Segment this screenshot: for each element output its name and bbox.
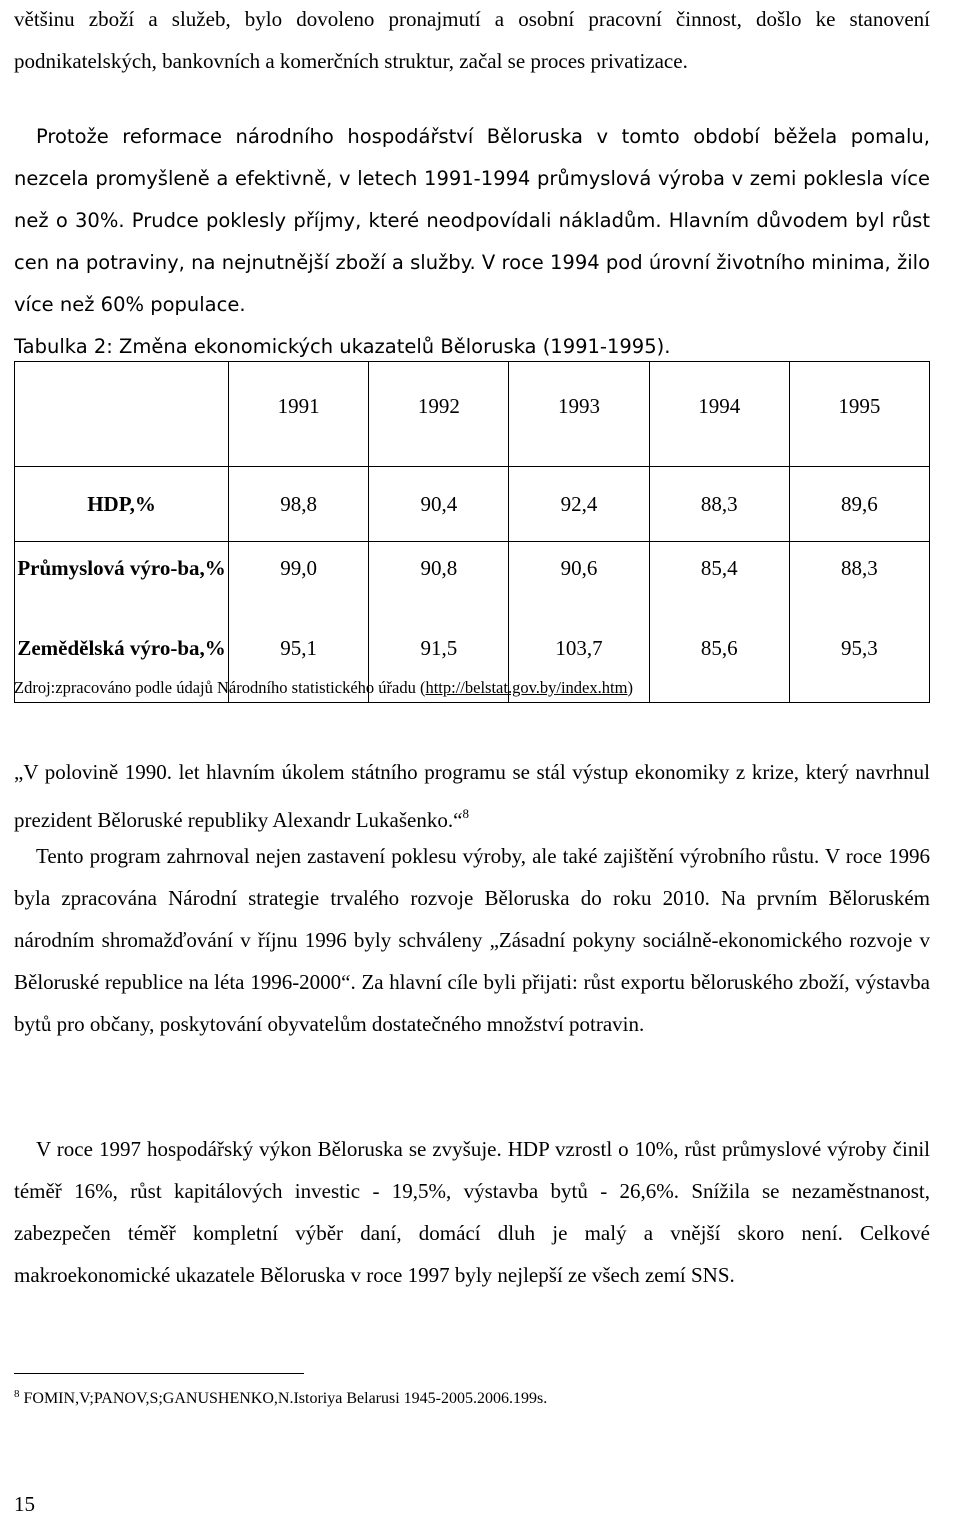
table-cell: 90,8 [369, 542, 509, 623]
paragraph-1997: V roce 1997 hospodářský výkon Běloruska se zvyšuje. HDP vzrostl o 10%, růst průmyslové výroby činil téměř 16%, růst kapitálových investic - 19,5%, výstavba bytů - 26,6%. Snížila se nezaměstnanost, zabezpečen téměř kompletní výběr daní, domácí dluh je malý a vnější skoro není. Celkové makroekonomické ukazatele Běloruska v roce 1997 byly nejlepší ze všech zemí SNS. [14, 1137, 930, 1287]
table-cell: 85,4 [649, 542, 789, 623]
footnote-divider [14, 1373, 304, 1374]
source-text-end: ) [627, 678, 633, 697]
table-caption: Tabulka 2: Změna ekonomických ukazatelů Běloruska (1991-1995). [14, 335, 671, 358]
table-row-hdp [15, 467, 930, 542]
economic-indicators-table [14, 361, 930, 703]
table-cell: 91,5 [369, 622, 509, 703]
row-label: Průmyslová výro-ba,% [15, 542, 229, 623]
header-year-cell: 1995 [789, 362, 929, 467]
footnote-number: 8 [14, 1388, 20, 1400]
source-text: Zdroj:zpracováno podle údajů Národního statistického úřadu ( [14, 678, 426, 697]
table-cell: 99,0 [229, 542, 369, 623]
header-year-cell: 1991 [229, 362, 369, 467]
source-link[interactable]: http://belstat.gov.by/index.htm [425, 678, 628, 697]
table-cell: 85,6 [649, 622, 789, 703]
table-cell: 92,4 [509, 467, 649, 542]
paragraph-program: Tento program zahrnoval nejen zastavení poklesu výroby, ale také zajištění výrobního růstu. V roce 1996 byla zpracována Národní strategie trvalého rozvoje Běloruska do roku 2010. Na prvním Běloruském národním shromažďování v říjnu 1996 byly schváleny „Zásadní pokyny sociálně-ekonomického rozvoje v Běloruské republice na léta 1996-2000“. Za hlavní cíle byli přijati: růst exportu běloruského zboží, výstavba bytů pro občany, poskytování obyvatelům dostatečného množství potravin. [14, 844, 930, 1036]
table-cell: 88,3 [649, 467, 789, 542]
table-cell: 95,3 [789, 622, 929, 703]
header-year-cell: 1994 [649, 362, 789, 467]
quote-text: „V polovině 1990. let hlavním úkolem státního programu se stál výstup ekonomiky z krize, který navrhnul prezident Běloruské republiky Alexandr Lukašenko.“ [14, 760, 930, 832]
footnote [14, 1388, 547, 1408]
paragraph-quote [14, 751, 930, 841]
table-source-note [14, 678, 633, 698]
table-cell: 89,6 [789, 467, 929, 542]
header-year-cell: 1993 [509, 362, 649, 467]
header-corner-cell [15, 362, 229, 467]
table-cell: 98,8 [229, 467, 369, 542]
paragraph-privatization: většinu zboží a služeb, bylo dovoleno pronajmutí a osobní pracovní činnost, došlo ke stanovení podnikatelských, bankovních a komerčních struktur, začal se proces privatizace. [14, 7, 930, 73]
footnote-reference[interactable]: 8 [462, 806, 469, 821]
table-cell: 90,6 [509, 542, 649, 623]
table-cell: 95,1 [229, 622, 369, 703]
table-cell: 103,7 [509, 622, 649, 703]
row-label: HDP,% [15, 467, 229, 542]
paragraph-reform: Protože reformace národního hospodářství Běloruska v tomto období běžela pomalu, nezcela promyšleně a efektivně, v letech 1991-1994 průmyslová výroba v zemi poklesla více než o 30%. Prudce poklesly příjmy, které neodpovídali nákladům. Hlavním důvodem byl růst cen na potraviny, na nejnutnější zboží a služby. V roce 1994 pod úrovní životního minima, žilo více než 60% populace. [14, 125, 930, 316]
table-cell: 88,3 [789, 542, 929, 623]
page-number: 15 [14, 1492, 35, 1516]
table-cell: 90,4 [369, 467, 509, 542]
footnote-text: FOMIN,V;PANOV,S;GANUSHENKO,N.Istoriya Belarusi 1945-2005.2006.199s. [23, 1390, 548, 1407]
header-year-cell: 1992 [369, 362, 509, 467]
table-row-industry [15, 542, 930, 623]
table-header-row [15, 362, 930, 467]
row-label: Zemědělská výro-ba,% [15, 622, 229, 703]
